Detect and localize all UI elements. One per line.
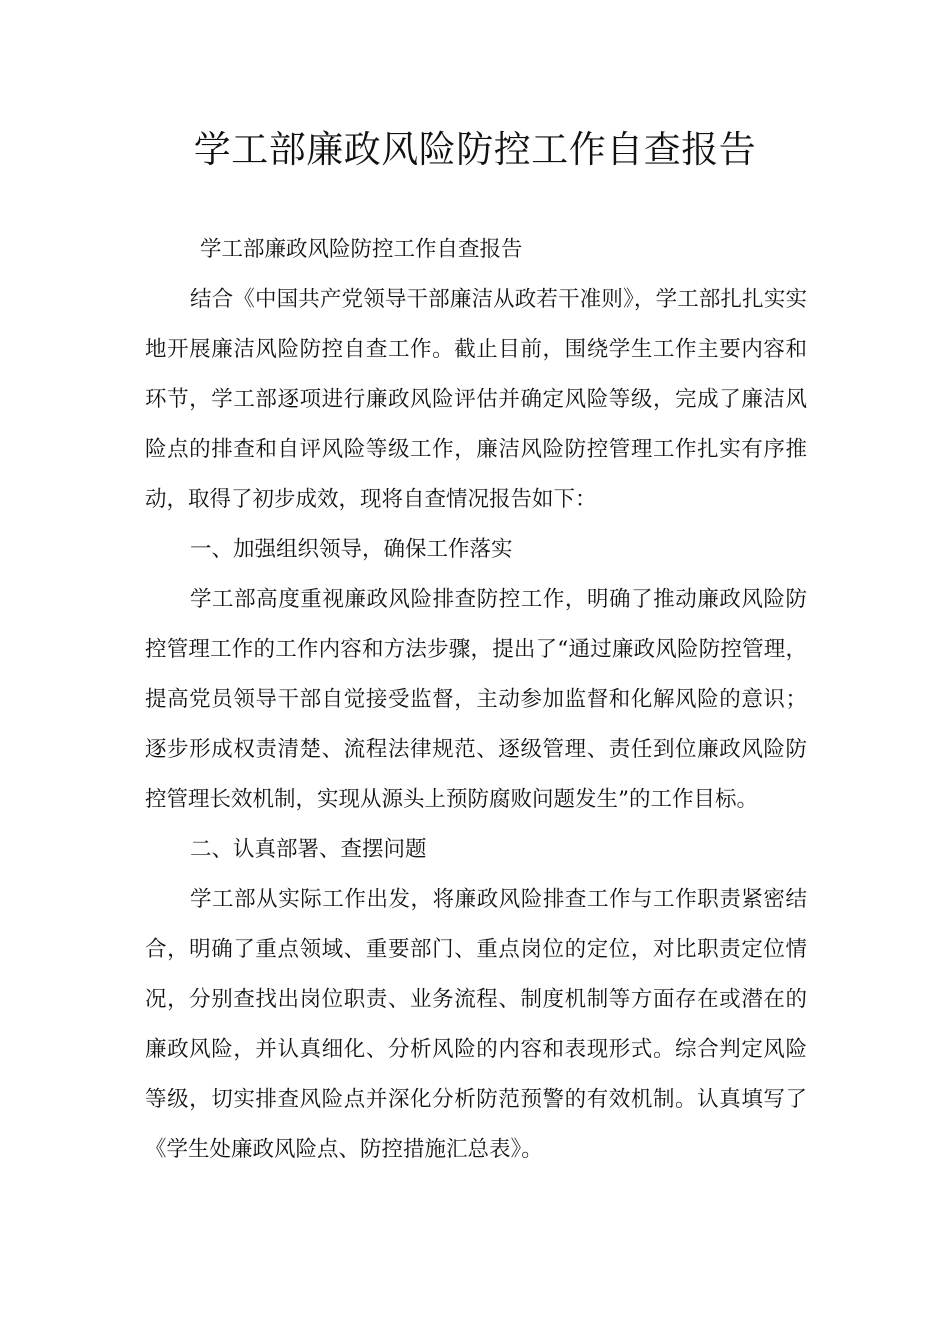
intro-paragraph: 结合《中国共产党领导干部廉洁从政若干准则》，学工部扎扎实实地开展廉洁风险防控自查工作。截止目前，围绕学生工作主要内容和环节，学工部逐项进行廉政风险评估并确定风险等级，完成了廉洁风险点的排查和自评风险等级工作，廉洁风险防控管理工作扎实有序推动，取得了初步成效，现将自查情况报告如下：	[145, 287, 807, 512]
document-title: 学工部廉政风险防控工作自查报告	[193, 128, 757, 171]
section-1-paragraph: 学工部高度重视廉政风险排查防控工作，明确了推动廉政风险防控管理工作的工作内容和方法步骤，提出了“通过廉政风险防控管理，提高党员领导干部自觉接受监督，主动参加监督和化解风险的意识；逐步形成权责清楚、流程法律规范、逐级管理、责任到位廉政风险防控管理长效机制，实现从源头上预防腐败问题发生”的工作目标。	[145, 587, 807, 812]
section-2-paragraph: 学工部从实际工作出发，将廉政风险排查工作与工作职责紧密结合，明确了重点领域、重要部门、重点岗位的定位，对比职责定位情况，分别查找出岗位职责、业务流程、制度机制等方面存在或潜在的廉政风险，并认真细化、分析风险的内容和表现形式。综合判定风险等级，切实排查风险点并深化分析防范预警的有效机制。认真填写了《学生处廉政风险点、防控措施汇总表》。	[145, 887, 807, 1162]
document-body	[145, 225, 807, 1175]
section-heading-1: 一、加强组织领导，确保工作落实	[190, 537, 513, 562]
section-heading-2: 二、认真部署、查摆问题	[190, 837, 427, 862]
document-subtitle: 学工部廉政风险防控工作自查报告	[200, 237, 523, 262]
